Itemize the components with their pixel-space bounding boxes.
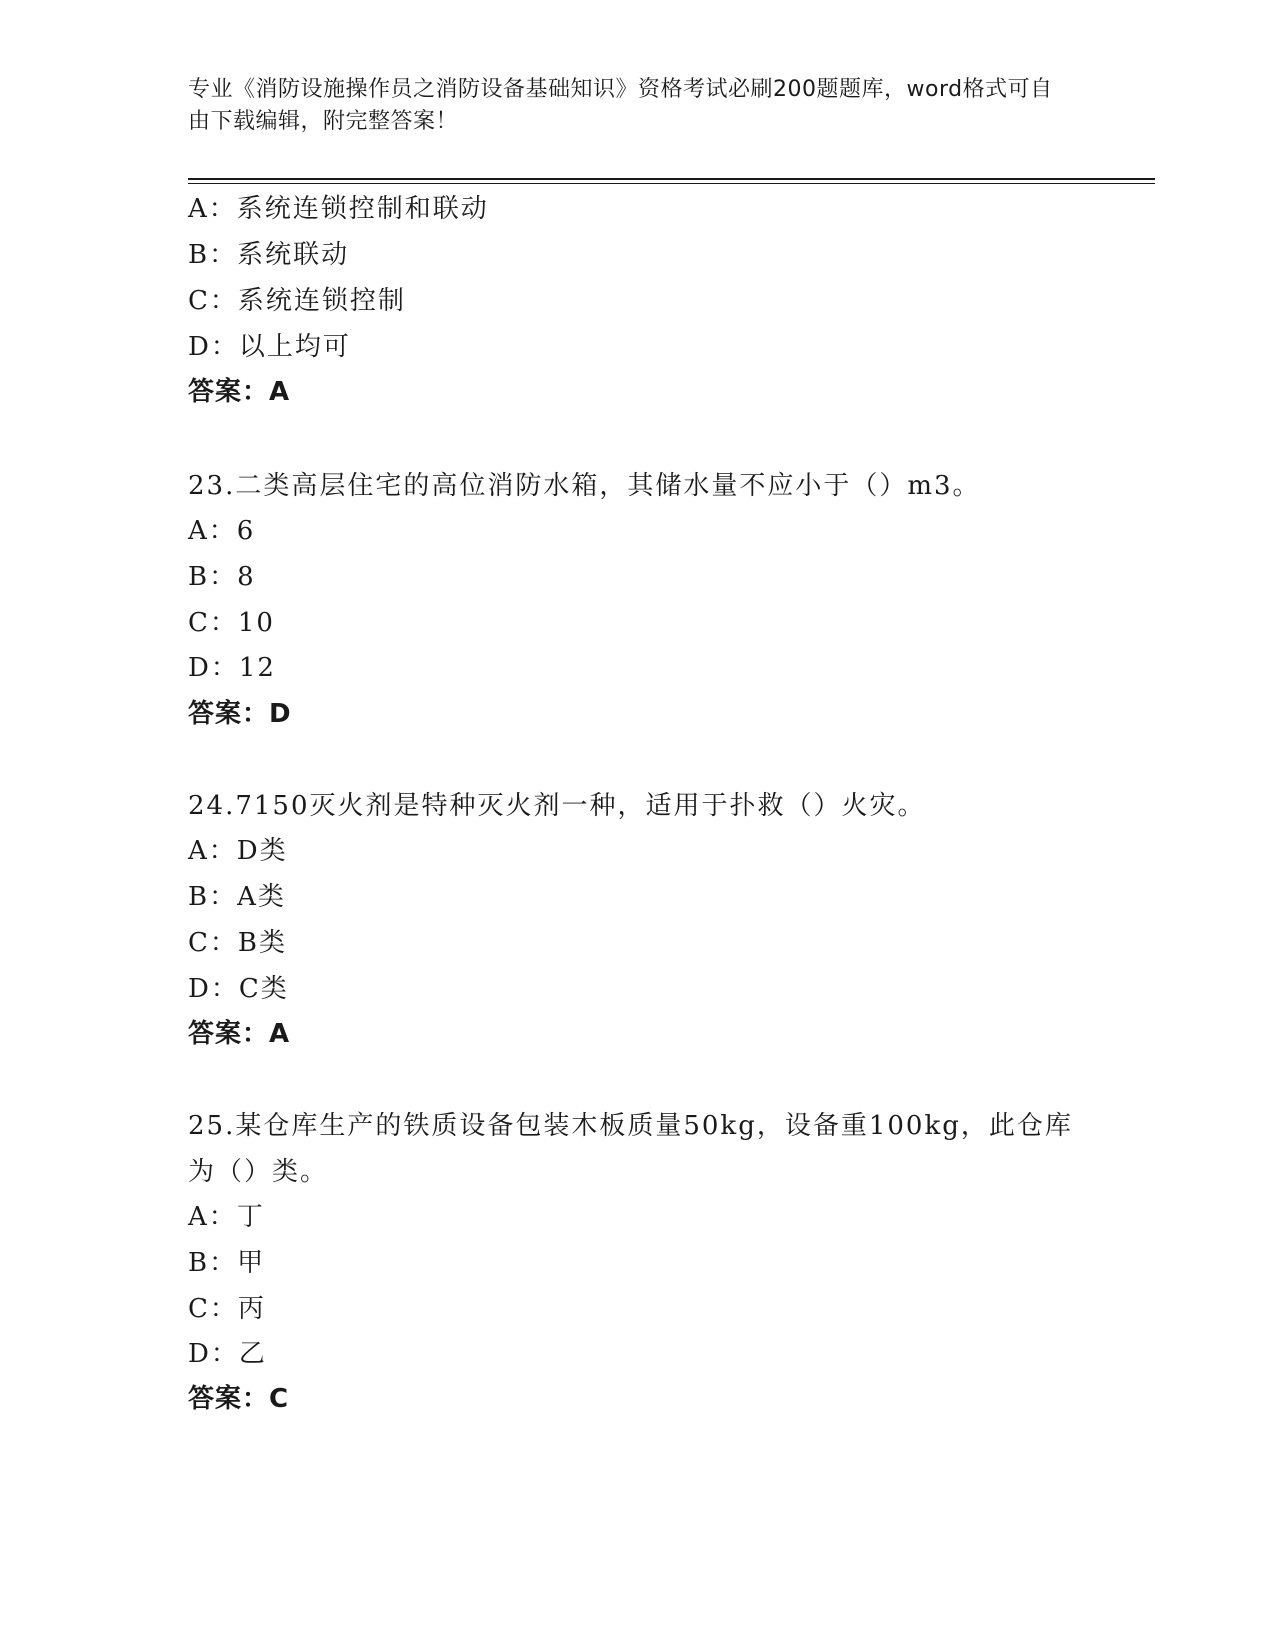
- q24-option-a: A：D类: [188, 836, 288, 866]
- q22-option-d: D：以上均可: [188, 332, 351, 362]
- q25-option-d: D：乙: [188, 1339, 267, 1369]
- q25-stem-line1: 25.某仓库生产的铁质设备包装木板质量50kg，设备重100kg，此仓库: [188, 1111, 1073, 1141]
- q25-stem-line2: 为（）类。: [188, 1157, 329, 1187]
- q24-option-b: B：A类: [188, 882, 286, 912]
- q23-option-a: A：6: [188, 516, 256, 546]
- q25-answer: 答案：C: [188, 1384, 290, 1414]
- q24-stem: 24.7150灭火剂是特种灭火剂一种，适用于扑救（）火灾。: [188, 791, 926, 821]
- document-header: 专业《消防设施操作员之消防设备基础知识》资格考试必刷200题题库，word格式可自由下载编辑，附完整答案！: [188, 77, 1053, 134]
- q23-stem: 23.二类高层住宅的高位消防水箱，其储水量不应小于（）m3。: [188, 471, 981, 501]
- q25-option-a: A：丁: [188, 1202, 265, 1232]
- q24-option-c: C：B类: [188, 928, 288, 958]
- header-divider-thick: [188, 178, 1155, 180]
- q24-answer: 答案：A: [188, 1019, 291, 1049]
- q25-option-c: C：丙: [188, 1294, 266, 1324]
- q24-option-d: D：C类: [188, 974, 289, 1004]
- q23-option-d: D：12: [188, 653, 276, 683]
- q22-option-b: B：系统联动: [188, 240, 350, 270]
- q22-answer: 答案：A: [188, 377, 291, 407]
- q23-answer: 答案：D: [188, 699, 292, 729]
- q22-option-c: C：系统连锁控制: [188, 286, 406, 316]
- q25-option-b: B：甲: [188, 1248, 266, 1278]
- header-divider-thin: [188, 183, 1155, 184]
- q22-option-a: A：系统连锁控制和联动: [188, 194, 489, 224]
- q23-option-b: B：8: [188, 562, 256, 592]
- q23-option-c: C：10: [188, 608, 275, 638]
